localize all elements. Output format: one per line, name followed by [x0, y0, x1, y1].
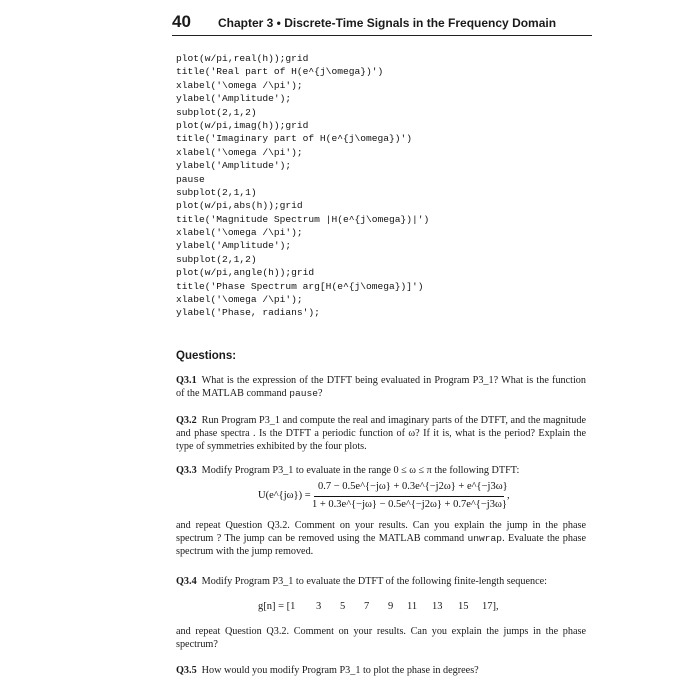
- equation-denominator: 1 + 0.3e^{−jω} − 0.5e^{−j2ω} + 0.7e^{−j3ω}: [312, 499, 507, 510]
- code-line: subplot(2,1,1): [176, 186, 257, 198]
- question-text: Modify Program P3_1 to evaluate in the range 0 ≤ ω ≤ π the following DTFT:: [201, 465, 520, 476]
- question-3-4: [176, 575, 586, 588]
- question-number: Q3.4: [176, 576, 197, 587]
- code-line: plot(w/pi,abs(h));grid: [176, 200, 303, 212]
- fraction-bar: [314, 496, 504, 497]
- sequence-value: 15: [458, 601, 469, 612]
- equation-comma: ,: [507, 490, 510, 501]
- question-text: How would you modify Program P3_1 to plot the phase in degrees?: [201, 665, 479, 676]
- equation-numerator: 0.7 − 0.5e^{−jω} + 0.3e^{−j2ω} + e^{−j3ω}: [318, 481, 508, 492]
- question-3-3: [176, 464, 586, 477]
- question-number: Q3.3: [176, 465, 197, 476]
- sequence-value: 7: [364, 601, 370, 612]
- chapter-title: Chapter 3 • Discrete-Time Signals in the Frequency Domain: [218, 16, 557, 30]
- code-line: title('Real part of H(e^{j\omega})'): [176, 66, 384, 78]
- question-3-2: [176, 414, 586, 454]
- matlab-code-block: [176, 52, 429, 320]
- sequence-value: 13: [432, 601, 443, 612]
- question-number: Q3.2: [176, 415, 197, 426]
- question-text: ?: [317, 388, 323, 400]
- sequence-value: 9: [388, 601, 394, 612]
- sequence-value: 11: [407, 601, 418, 612]
- question-text: and repeat Question Q3.2. Comment on your results. Can you explain the jump in the phase spectrum ? The jump can be removed using the MATLAB command: [176, 520, 586, 545]
- code-line: plot(w/pi,angle(h));grid: [176, 267, 315, 279]
- equation-lhs: U(e^{jω}) =: [258, 490, 311, 501]
- page-number: 40: [172, 12, 191, 31]
- sequence-value: 5: [340, 601, 346, 612]
- code-line: ylabel('Amplitude');: [176, 160, 292, 172]
- inline-code: unwrap: [467, 533, 503, 545]
- question-text: and repeat Question Q3.2. Comment on your results. Can you explain the jumps in the phase spectrum?: [176, 626, 586, 651]
- code-line: xlabel('\omega /\pi');: [176, 227, 303, 239]
- code-line: plot(w/pi,real(h));grid: [176, 53, 309, 64]
- question-3-1: [176, 374, 586, 400]
- sequence-lhs: g[n] = [1: [258, 601, 296, 612]
- code-line: ylabel('Amplitude');: [176, 93, 292, 105]
- inline-code: pause: [289, 388, 318, 400]
- sequence-last: 17],: [482, 601, 499, 612]
- code-line: title('Phase Spectrum arg[H(e^{j\omega})]'): [176, 280, 424, 292]
- question-3-3-continued: [176, 519, 586, 559]
- code-line: ylabel('Phase, radians');: [176, 307, 320, 319]
- code-line: title('Magnitude Spectrum |H(e^{j\omega})|'): [176, 213, 430, 225]
- code-line: xlabel('\omega /\pi');: [176, 294, 303, 306]
- code-line: pause: [176, 173, 205, 185]
- questions-heading: Questions:: [176, 350, 237, 362]
- question-3-4-continued: [176, 625, 586, 651]
- question-text: Run Program P3_1 and compute the real and imaginary parts of the DTFT, and the magnitude and phase spectra . Is the DTFT a periodic function of ω? If it is, what is the period? Explain the type of symmetries exhibited by the four plots.: [176, 415, 586, 453]
- code-line: title('Imaginary part of H(e^{j\omega})'): [176, 133, 413, 145]
- question-text: . Evaluate the phase spectrum with the jump removed.: [176, 533, 586, 558]
- header-rule: [172, 35, 592, 36]
- code-line: subplot(2,1,2): [176, 106, 257, 118]
- question-number: Q3.5: [176, 665, 197, 676]
- code-line: xlabel('\omega /\pi');: [176, 79, 303, 91]
- question-text: What is the expression of the DTFT being evaluated in Program P3_1? What is the function of the MATLAB command: [176, 375, 586, 400]
- code-line: subplot(2,1,2): [176, 253, 257, 265]
- question-number: Q3.1: [176, 375, 197, 386]
- question-3-5: [176, 664, 586, 677]
- code-line: xlabel('\omega /\pi');: [176, 146, 303, 158]
- question-text: Modify Program P3_1 to evaluate the DTFT of the following finite-length sequence:: [201, 576, 547, 587]
- code-line: plot(w/pi,imag(h));grid: [176, 119, 309, 131]
- code-line: ylabel('Amplitude');: [176, 240, 292, 252]
- sequence-value: 3: [316, 601, 322, 612]
